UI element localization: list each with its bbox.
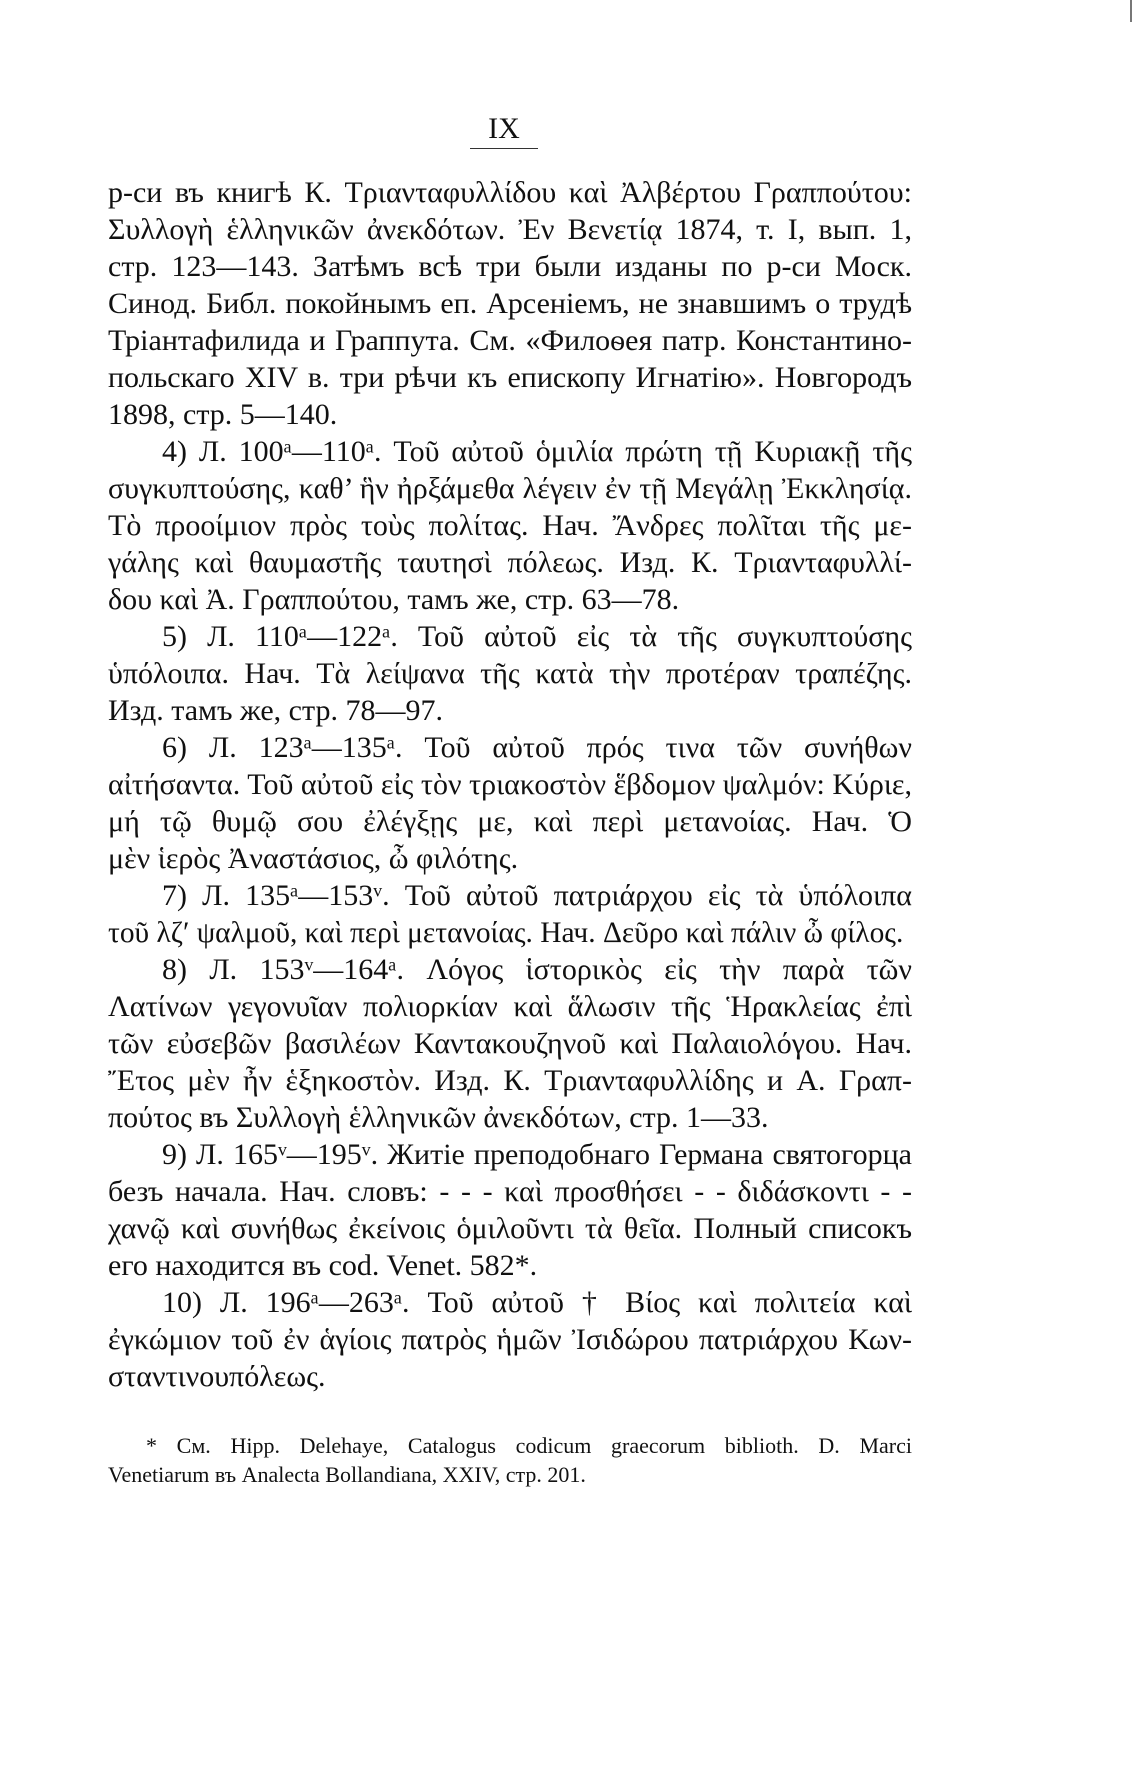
text-line: Τὸ προοίμιον πρὸς τοὺς πολίτας. Нач. Ἄνδρες πολῖται τῆς με-: [108, 509, 912, 542]
text-line: μὲν ἱερὸς Ἀναστάσιος, ὦ φιλότης.: [108, 842, 519, 875]
text-line: πούτος въ Συλλογὴ ἑλληνικῶν ἀνεκδότων, стр. 1—33.: [108, 1101, 769, 1134]
scan-edge-mark: [1130, 0, 1132, 22]
entry-10-start: 10) Л. 196ᵃ—263ᵃ. Τοῦ αὐτοῦ † Βίος καὶ πολιτεία καὶ: [162, 1286, 912, 1319]
text-line: польскаго XIV в. три рѣчи къ епископу Игнатію». Новгородъ: [108, 361, 912, 394]
entry-7-start: 7) Л. 135ᵃ—153ᵛ. Τοῦ αὐτοῦ πατριάρχου εἰς τὰ ὑπόλοιπα: [162, 879, 912, 912]
text-line: τῶν εὐσεβῶν βασιλέων Καντακουζηνοῦ καὶ Παλαιολόγου. Нач.: [108, 1027, 912, 1060]
entry-4-start: 4) Л. 100ᵃ—110ᵃ. Τοῦ αὐτοῦ ὁμιλία πρώτη τῇ Κυριακῇ τῆς: [162, 435, 912, 468]
text-line: его находится въ cod. Venet. 582*.: [108, 1249, 538, 1282]
text-line: Συλλογὴ ἑλληνικῶν ἀνεκδότων. Ἐν Βενετίᾳ 1874, т. I, вып. 1,: [108, 213, 912, 246]
text-line: Тріантафилида и Граппута. См. «Филоѳея патр. Константино-: [108, 324, 912, 357]
text-line: αἰτήσαντα. Τοῦ αὐτοῦ εἰς τὸν τριακοστὸν ἕβδομον ψαλμόν: Κύριε,: [108, 768, 912, 801]
text-line: γάλης καὶ θαυμαστῆς ταυτησὶ πόλεως. Изд. К. Τριανταφυλλί-: [108, 546, 912, 579]
text-line: χανῷ καὶ συνήθως ἐκείνοις ὁμιλοῦντι τὰ θεῖα. Полный списокъ: [108, 1212, 912, 1245]
text-line: Синод. Библ. покойнымъ еп. Арсеніемъ, не знавшимъ о трудѣ: [108, 287, 912, 320]
text-line: Изд. тамъ же, стр. 78—97.: [108, 694, 443, 727]
text-line: безъ начала. Нач. словъ: - - - καὶ προσθήσει - - διδάσκοντι - -: [108, 1175, 912, 1208]
text-line: Ἔτος μὲν ἦν ἑξηκοστὸν. Изд. К. Τριανταφυλλίδης и А. Γραπ-: [108, 1064, 912, 1097]
text-line: ἐγκώμιον τοῦ ἐν ἁγίοις πατρὸς ἡμῶν Ἰσιδώρου πατριάρχου Κων-: [108, 1323, 912, 1356]
entry-6-start: 6) Л. 123ᵃ—135ᵃ. Τοῦ αὐτοῦ πρός τινα τῶν συνήθων: [162, 731, 912, 764]
text-line: ὑπόλοιπα. Нач. Τὰ λείψανα τῆς κατὰ τὴν προτέραν τραπέζης.: [108, 657, 912, 690]
text-line: Λατίνων γεγονυῖαν πολιορκίαν καὶ ἅλωσιν τῆς Ἡρακλείας ἐπὶ: [108, 990, 912, 1023]
text-line: р-си въ книгѣ К. Τριανταφυλλίδου καὶ Ἀλβέρτου Γραππούτου:: [108, 176, 912, 209]
footnote-line: * См. Hipp. Delehaye, Catalogus codicum graecorum biblioth. D. Marci: [146, 1433, 912, 1458]
text-line: стр. 123—143. Затѣмъ всѣ три были изданы по р-си Моск.: [108, 250, 912, 283]
text-line: δου καὶ Ἀ. Γραππούτου, тамъ же, стр. 63—78.: [108, 583, 680, 616]
text-line: συγκυπτούσης, καθ’ ἣν ἠρξάμεθα λέγειν ἐν τῇ Μεγάλῃ Ἐκκλησίᾳ.: [108, 472, 912, 505]
entry-5-start: 5) Л. 110ᵃ—122ᵃ. Τοῦ αὐτοῦ εἰς τὰ τῆς συγκυπτούσης: [162, 620, 912, 653]
text-line: τοῦ λζ′ ψαλμοῦ, καὶ περὶ μετανοίας. Нач. Δεῦρο καὶ πάλιν ὦ φίλος.: [108, 917, 904, 949]
text-line: 1898, стр. 5—140.: [108, 398, 338, 431]
page-number: IX: [470, 112, 538, 149]
entry-9-start: 9) Л. 165ᵛ—195ᵛ. Житіе преподобнаго Германа святогорца: [162, 1138, 912, 1171]
text-line: μή τῷ θυμῷ σου ἐλέγξῃς με, καὶ περὶ μετανοίας. Нач. Ὁ: [108, 805, 912, 838]
footnote-line: Venetiarum въ Analecta Bollandiana, XXIV, стр. 201.: [108, 1462, 586, 1487]
entry-8-start: 8) Л. 153ᵛ—164ᵃ. Λόγος ἱστορικὸς εἰς τὴν παρὰ τῶν: [162, 953, 912, 986]
text-line: σταντινουπόλεως.: [108, 1360, 326, 1393]
